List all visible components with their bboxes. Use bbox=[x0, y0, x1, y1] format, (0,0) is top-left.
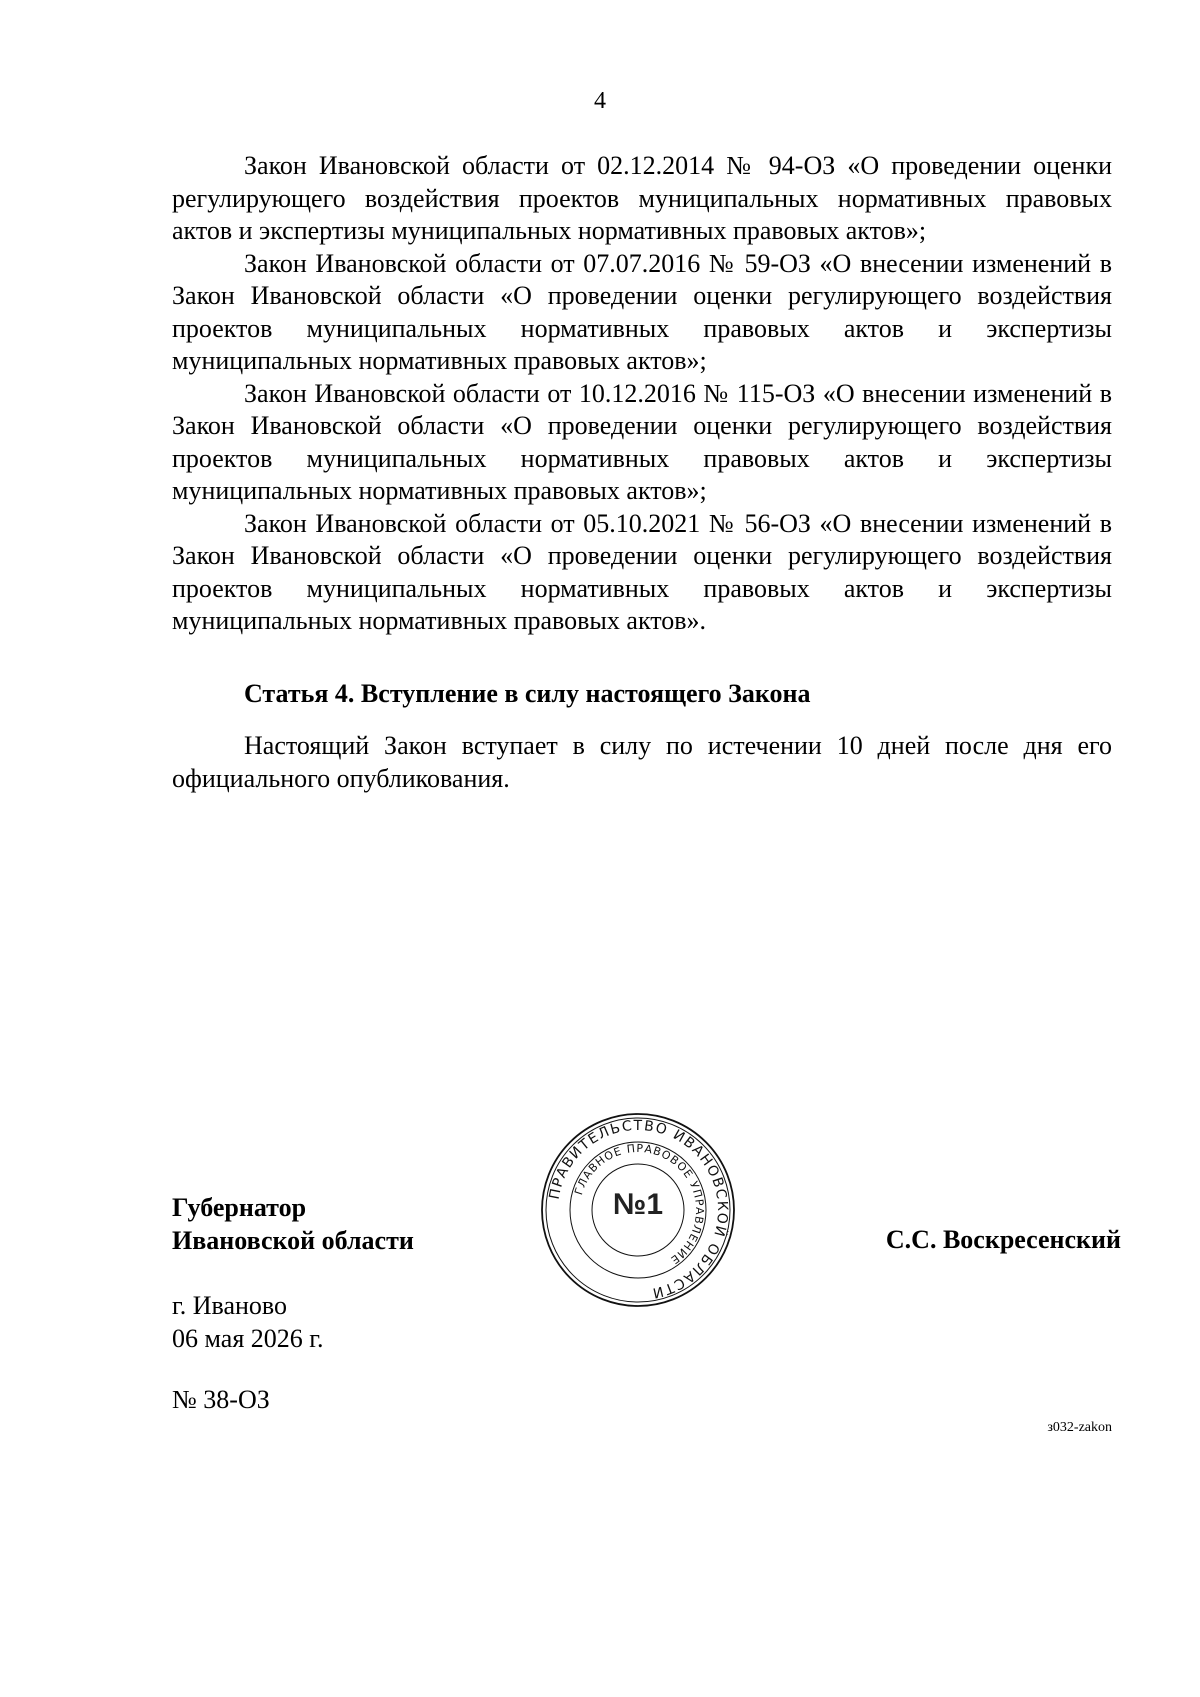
signatory-title-line1: Губернатор bbox=[172, 1193, 307, 1222]
signatory-title bbox=[172, 1192, 414, 1257]
place: г. Иваново bbox=[172, 1291, 287, 1320]
article-4-heading: Статья 4. Вступление в силу настоящего Закона bbox=[244, 678, 811, 708]
document-body bbox=[172, 150, 1112, 795]
official-seal-stamp bbox=[538, 1110, 738, 1310]
law-paragraph-1: Закон Ивановской области от 02.12.2014 № 94-ОЗ «О проведении оценки регулирующего воздействия проектов муниципальных нормативных правовых актов и экспертизы муниципальных нормативных правовых актов»; bbox=[172, 151, 1112, 245]
stamp-number: №1 bbox=[612, 1188, 664, 1221]
date: 06 мая 2026 г. bbox=[172, 1323, 324, 1353]
document-code: з032-zakon bbox=[1047, 1420, 1112, 1435]
stamp-inner-text: ГЛАВНОЕ ПРАВОВОЕ УПРАВЛЕНИЕ bbox=[572, 1141, 707, 1267]
article-4-text: Настоящий Закон вступает в силу по истечении 10 дней после дня его официального опубликования. bbox=[172, 731, 1112, 793]
law-number: № 38-ОЗ bbox=[172, 1385, 270, 1414]
law-paragraph-3: Закон Ивановской области от 10.12.2016 № 115-ОЗ «О внесении изменений в Закон Ивановской области «О проведении оценки регулирующего воздействия проектов муниципальных нормативных правовых актов и экспертизы муниципальных нормативных правовых актов»; bbox=[172, 378, 1112, 505]
law-paragraph-4: Закон Ивановской области от 05.10.2021 № 56-ОЗ «О внесении изменений в Закон Ивановской области «О проведении оценки регулирующего воздействия проектов муниципальных нормативных правовых актов и экспертизы муниципальных нормативных правовых актов». bbox=[172, 508, 1112, 635]
stamp-outer-text: ПРАВИТЕЛЬСТВО ИВАНОВСКОЙ ОБЛАСТИ bbox=[546, 1117, 731, 1301]
signatory-name: С.С. Воскресенский bbox=[885, 1225, 1121, 1254]
law-paragraph-2: Закон Ивановской области от 07.07.2016 № 59-ОЗ «О внесении изменений в Закон Ивановской области «О проведении оценки регулирующего воздействия проектов муниципальных нормативных правовых актов и экспертизы муниципальных нормативных правовых актов»; bbox=[172, 248, 1112, 375]
signatory-title-line2: Ивановской области bbox=[172, 1225, 414, 1255]
page-number: 4 bbox=[594, 88, 606, 114]
place-and-date bbox=[172, 1290, 324, 1355]
